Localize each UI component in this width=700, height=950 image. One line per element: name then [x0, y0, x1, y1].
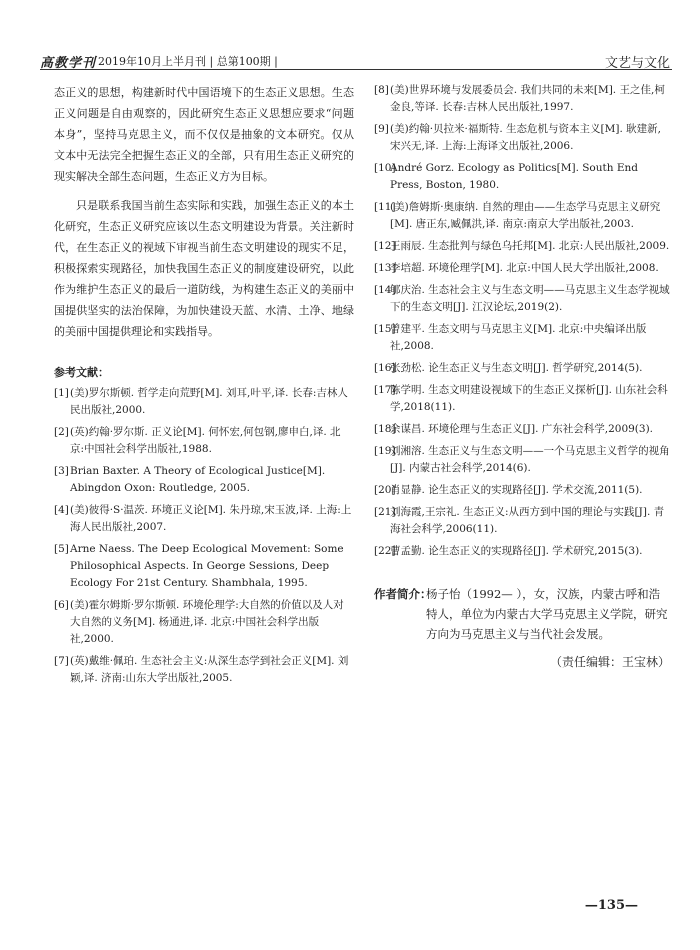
journal-name: 高教学刊 — [40, 56, 97, 71]
left-column — [54, 82, 354, 692]
reference-number: [15] — [374, 323, 396, 335]
reference-text: 刘海霞,王宗礼. 生态正义:从西方到中国的理论与实践[J]. 青海社会科学,2006(11). — [390, 506, 665, 535]
reference-item — [374, 482, 670, 499]
responsible-editor: （责任编辑：王宝林） — [549, 655, 670, 669]
reference-item — [54, 541, 354, 592]
reference-text: 刘湘溶. 生态正义与生态文明——一个马克思主义哲学的视角[J]. 内蒙古社会科学,2014(6). — [390, 445, 670, 474]
body-paragraph-1: 态正义的思想，构建新时代中国语境下的生态正义思想。生态正义问题是自由观察的，因此研究生态正义思想应要求“问题本身”，坚持马克思主义，而不仅仅是抽象的文本研究。仅从文本中无法完全把握生态正义的全部，只有用生态正义研究的现实解决全部生态问题，生态正义方为目标。 — [54, 86, 354, 183]
reference-item — [374, 421, 670, 438]
header-rule — [40, 69, 672, 70]
reference-text: 曹孟勤. 论生态正义的实现路径[J]. 学术研究,2015(3). — [390, 545, 643, 557]
reference-text: 曾建平. 生态文明与马克思主义[M]. 北京:中央编译出版社,2008. — [390, 323, 647, 352]
reference-text: 张劲松. 论生态正义与生态文明[J]. 哲学研究,2014(5). — [390, 362, 643, 374]
reference-number: [3] — [54, 465, 69, 477]
reference-item — [374, 199, 670, 233]
reference-number: [19] — [374, 445, 396, 457]
reference-text: 李培超. 环境伦理学[M]. 北京:中国人民大学出版社,2008. — [390, 262, 659, 274]
reference-number: [2] — [54, 426, 69, 438]
reference-number: [4] — [54, 504, 69, 516]
reference-number: [13] — [374, 262, 396, 274]
reference-item — [54, 463, 354, 497]
reference-number: [12] — [374, 240, 396, 252]
reference-item — [54, 597, 354, 648]
reference-text: (英)戴维·佩珀. 生态社会主义:从深生态学到社会正义[M]. 刘颖,译. 济南:山东大学出版社,2005. — [70, 655, 349, 684]
reference-item — [54, 653, 354, 687]
reference-number: [17] — [374, 384, 396, 396]
reference-text: (美)约翰·贝拉米·福斯特. 生态危机与资本主义[M]. 耿建新,宋兴无,译. 上海:上海译文出版社,2006. — [390, 123, 661, 152]
reference-number: [7] — [54, 655, 69, 667]
issue-info: 2019年10月上半月刊 | 总第100期 | — [98, 55, 278, 68]
page-header — [0, 0, 700, 70]
reference-text: 王雨辰. 生态批判与绿色乌托邦[M]. 北京:人民出版社,2009. — [390, 240, 670, 252]
section-title: 文艺与文化 — [604, 56, 670, 71]
reference-number: [5] — [54, 543, 69, 555]
reference-item — [374, 160, 670, 194]
reference-item — [374, 260, 670, 277]
reference-item — [54, 502, 354, 536]
reference-item — [54, 385, 354, 419]
reference-text: (美)詹姆斯·奥康纳. 自然的理由——生态学马克思主义研究[M]. 唐正东,臧佩洪,译. 南京:南京大学出版社,2003. — [390, 201, 661, 230]
reference-item — [374, 282, 670, 316]
reference-item — [374, 321, 670, 355]
reference-number: [1] — [54, 387, 69, 399]
reference-text: André Gorz. Ecology as Politics[M]. South End Press, Boston, 1980. — [390, 162, 638, 191]
reference-item — [374, 121, 670, 155]
reference-number: [6] — [54, 599, 69, 611]
references-heading: 参考文献： — [54, 366, 109, 379]
reference-text: (美)罗尔斯顿. 哲学走向荒野[M]. 刘耳,叶平,译. 长春:吉林人民出版社,2000. — [70, 387, 348, 416]
reference-number: [9] — [374, 123, 389, 135]
reference-number: [18] — [374, 423, 396, 435]
references-list-right — [374, 82, 670, 560]
reference-text: Brian Baxter. A Theory of Ecological Justice[M]. Abingdon Oxon: Routledge, 2005. — [70, 465, 326, 494]
reference-text: (美)霍尔姆斯·罗尔斯顿. 环境伦理学:大自然的价值以及人对大自然的义务[M]. 杨通进,译. 北京:中国社会科学出版社,2000. — [70, 599, 344, 645]
author-text: 杨子怡（1992— ），女，汉族，内蒙古呼和浩特人，单位为内蒙古大学马克思主义学院，研究方向为马克思主义与当代社会发展。 — [426, 587, 668, 641]
reference-number: [22] — [374, 545, 396, 557]
reference-item — [374, 238, 670, 255]
reference-number: [8] — [374, 84, 389, 96]
reference-number: [14] — [374, 284, 396, 296]
reference-number: [11] — [374, 201, 396, 213]
reference-number: [10] — [374, 162, 396, 174]
reference-number: [16] — [374, 362, 396, 374]
author-bio — [374, 584, 670, 644]
reference-text: (美)彼得·S·温茨. 环境正义论[M]. 朱丹琼,宋玉波,译. 上海:上海人民出版社,2007. — [70, 504, 352, 533]
reference-text: 肖显静. 论生态正义的实现路径[J]. 学术交流,2011(5). — [390, 484, 643, 496]
reference-item — [374, 82, 670, 116]
reference-text: (英)约翰·罗尔斯. 正义论[M]. 何怀宏,何包钢,廖申白,译. 北京:中国社会科学出版社,1988. — [70, 426, 341, 455]
reference-number: [21] — [374, 506, 396, 518]
reference-item — [374, 382, 670, 416]
reference-item — [374, 504, 670, 538]
reference-item — [54, 424, 354, 458]
reference-item — [374, 360, 670, 377]
reference-text: 陈学明. 生态文明建设视域下的生态正义探析[J]. 山东社会科学,2018(11). — [390, 384, 668, 413]
reference-number: [20] — [374, 484, 396, 496]
reference-text: 郇庆治. 生态社会主义与生态文明——马克思主义生态学视域下的生态文明[J]. 江汉论坛,2019(2). — [390, 284, 670, 313]
reference-text: (美)世界环境与发展委员会. 我们共同的未来[M]. 王之佳,柯金良,等译. 长春:吉林人民出版社,1997. — [390, 84, 665, 113]
reference-item — [374, 443, 670, 477]
body-paragraph-2: 只是联系我国当前生态实际和实践，加强生态正义的本土化研究，生态正义研究应该以生态文明建设为背景。关注新时代，在生态正义的视域下审视当前生态文明建设的现实不足，积极探索实现路径，加快我国生态正义的制度建设研究，以此作为维护生态正义的最后一道防线，为构建生态正义的美丽中国提供坚实的法治保障，为加快建设天蓝、水清、土净、地绿的美丽中国提供理论和实践指导。 — [54, 199, 354, 338]
references-list-left — [54, 385, 354, 687]
right-column — [374, 82, 670, 673]
reference-item — [374, 543, 670, 560]
reference-text: Arne Naess. The Deep Ecological Movement: Some Philosophical Aspects. In George Sessions, Deep Ecology For 21st Century. Shambhala, 1995. — [70, 543, 344, 589]
page-number: —135— — [584, 898, 638, 913]
reference-text: 余谋昌. 环境伦理与生态正义[J]. 广东社会科学,2009(3). — [390, 423, 654, 435]
author-label: 作者简介： — [374, 587, 432, 601]
